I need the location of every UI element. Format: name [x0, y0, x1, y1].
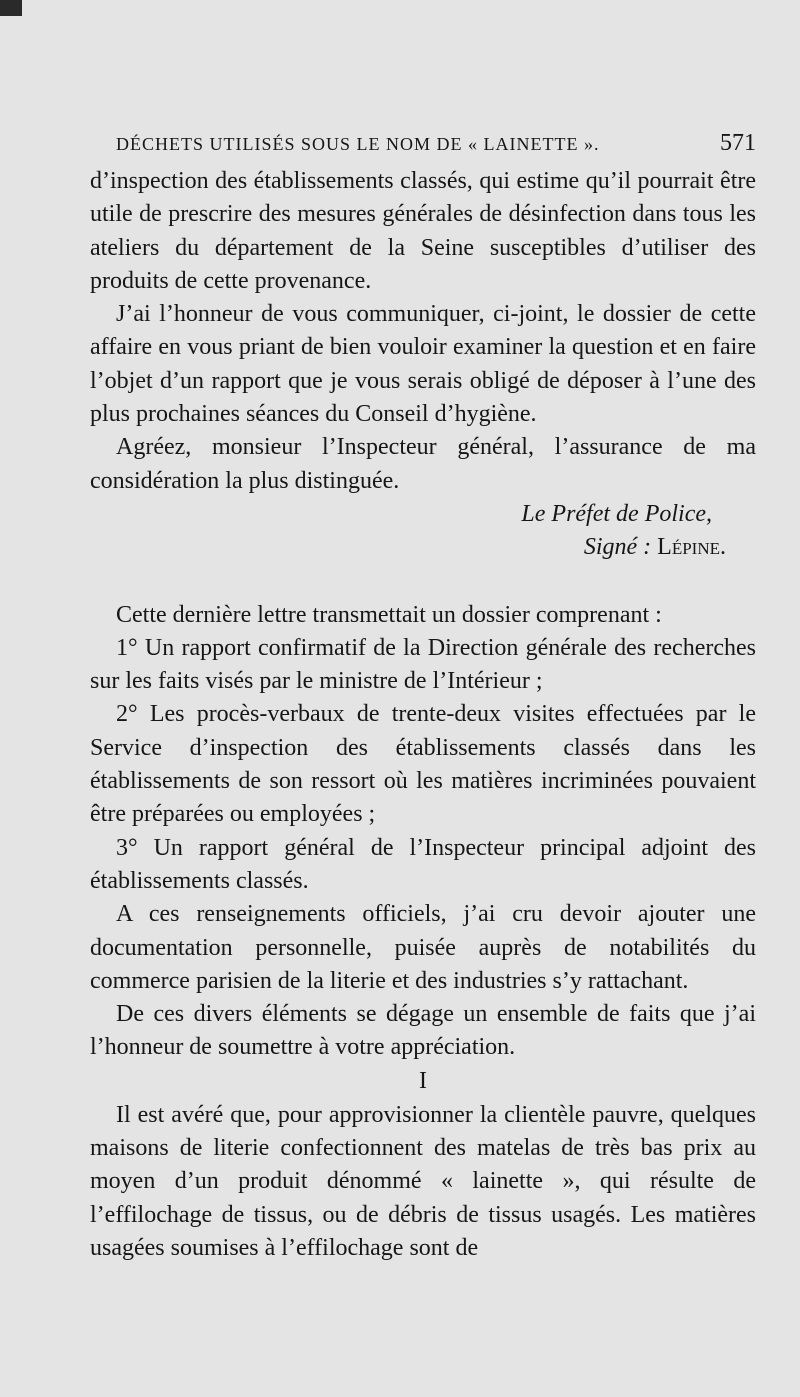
paragraph: J’ai l’honneur de vous communiquer, ci-joint, le dossier de cette affaire en vous priant de bien vouloir examiner la question et en faire l’objet d’un rapport que je vous serais obligé de déposer à l’une des plus prochaines séances du Conseil d’hygiène.: [90, 301, 756, 428]
list-item: 3° Un rapport général de l’Inspecteur principal adjoint des établissements classés.: [90, 834, 756, 894]
spacer: [90, 565, 756, 599]
paragraph: Il est avéré que, pour approvisionner la clientèle pauvre, quelques maisons de literie confectionnent des matelas de très bas prix au moyen d’un produit dénommé « lainette », qui résulte de l’effilochage de tissus, ou de débris de tissus usagés. Les matières usagées soumises à l’effilochage sont de: [90, 1101, 756, 1261]
signature-line: [90, 531, 756, 564]
paragraph: De ces divers éléments se dégage un ensemble de faits que j’ai l’honneur de soumettre à votre appréciation.: [90, 1001, 756, 1061]
enumerated-list: [90, 632, 756, 898]
list-item: 1° Un rapport confirmatif de la Direction générale des recherches sur les faits visés par le ministre de l’Intérieur ;: [90, 634, 756, 695]
scan-corner-mark: [0, 0, 22, 16]
signature-label: Signé :: [583, 534, 652, 561]
signature-title: Le Préfet de Police,: [521, 500, 712, 527]
running-title: DÉCHETS UTILISÉS SOUS LE NOM DE « LAINETTE ».: [116, 134, 600, 154]
paragraph: Cette dernière lettre transmettait un dossier comprenant :: [116, 601, 662, 628]
page-body: [90, 165, 756, 1265]
signature-name: Lépine.: [657, 534, 726, 561]
paragraph: A ces renseignements officiels, j’ai cru devoir ajouter une documentation personnelle, puisée auprès de notabilités du commerce parisien de la literie et des industries s’y rattachant.: [90, 901, 756, 994]
running-header: [116, 130, 756, 157]
paragraph: Agréez, monsieur l’Inspecteur général, l’assurance de ma considération la plus distinguée.: [90, 434, 756, 494]
paragraph: d’inspection des établissements classés, qui estime qu’il pourrait être utile de prescrire des mesures générales de désinfection dans tous les ateliers du département de la Seine susceptibles d’utiliser des produits de cette provenance.: [90, 168, 756, 294]
list-item: 2° Les procès-verbaux de trente-deux visites effectuées par le Service d’inspection des établissements classés dans les établissements de son ressort où les matières incriminées pouvaient être préparées ou employées ;: [90, 701, 756, 828]
section-heading: I: [419, 1067, 427, 1094]
page-number: 571: [720, 130, 756, 156]
